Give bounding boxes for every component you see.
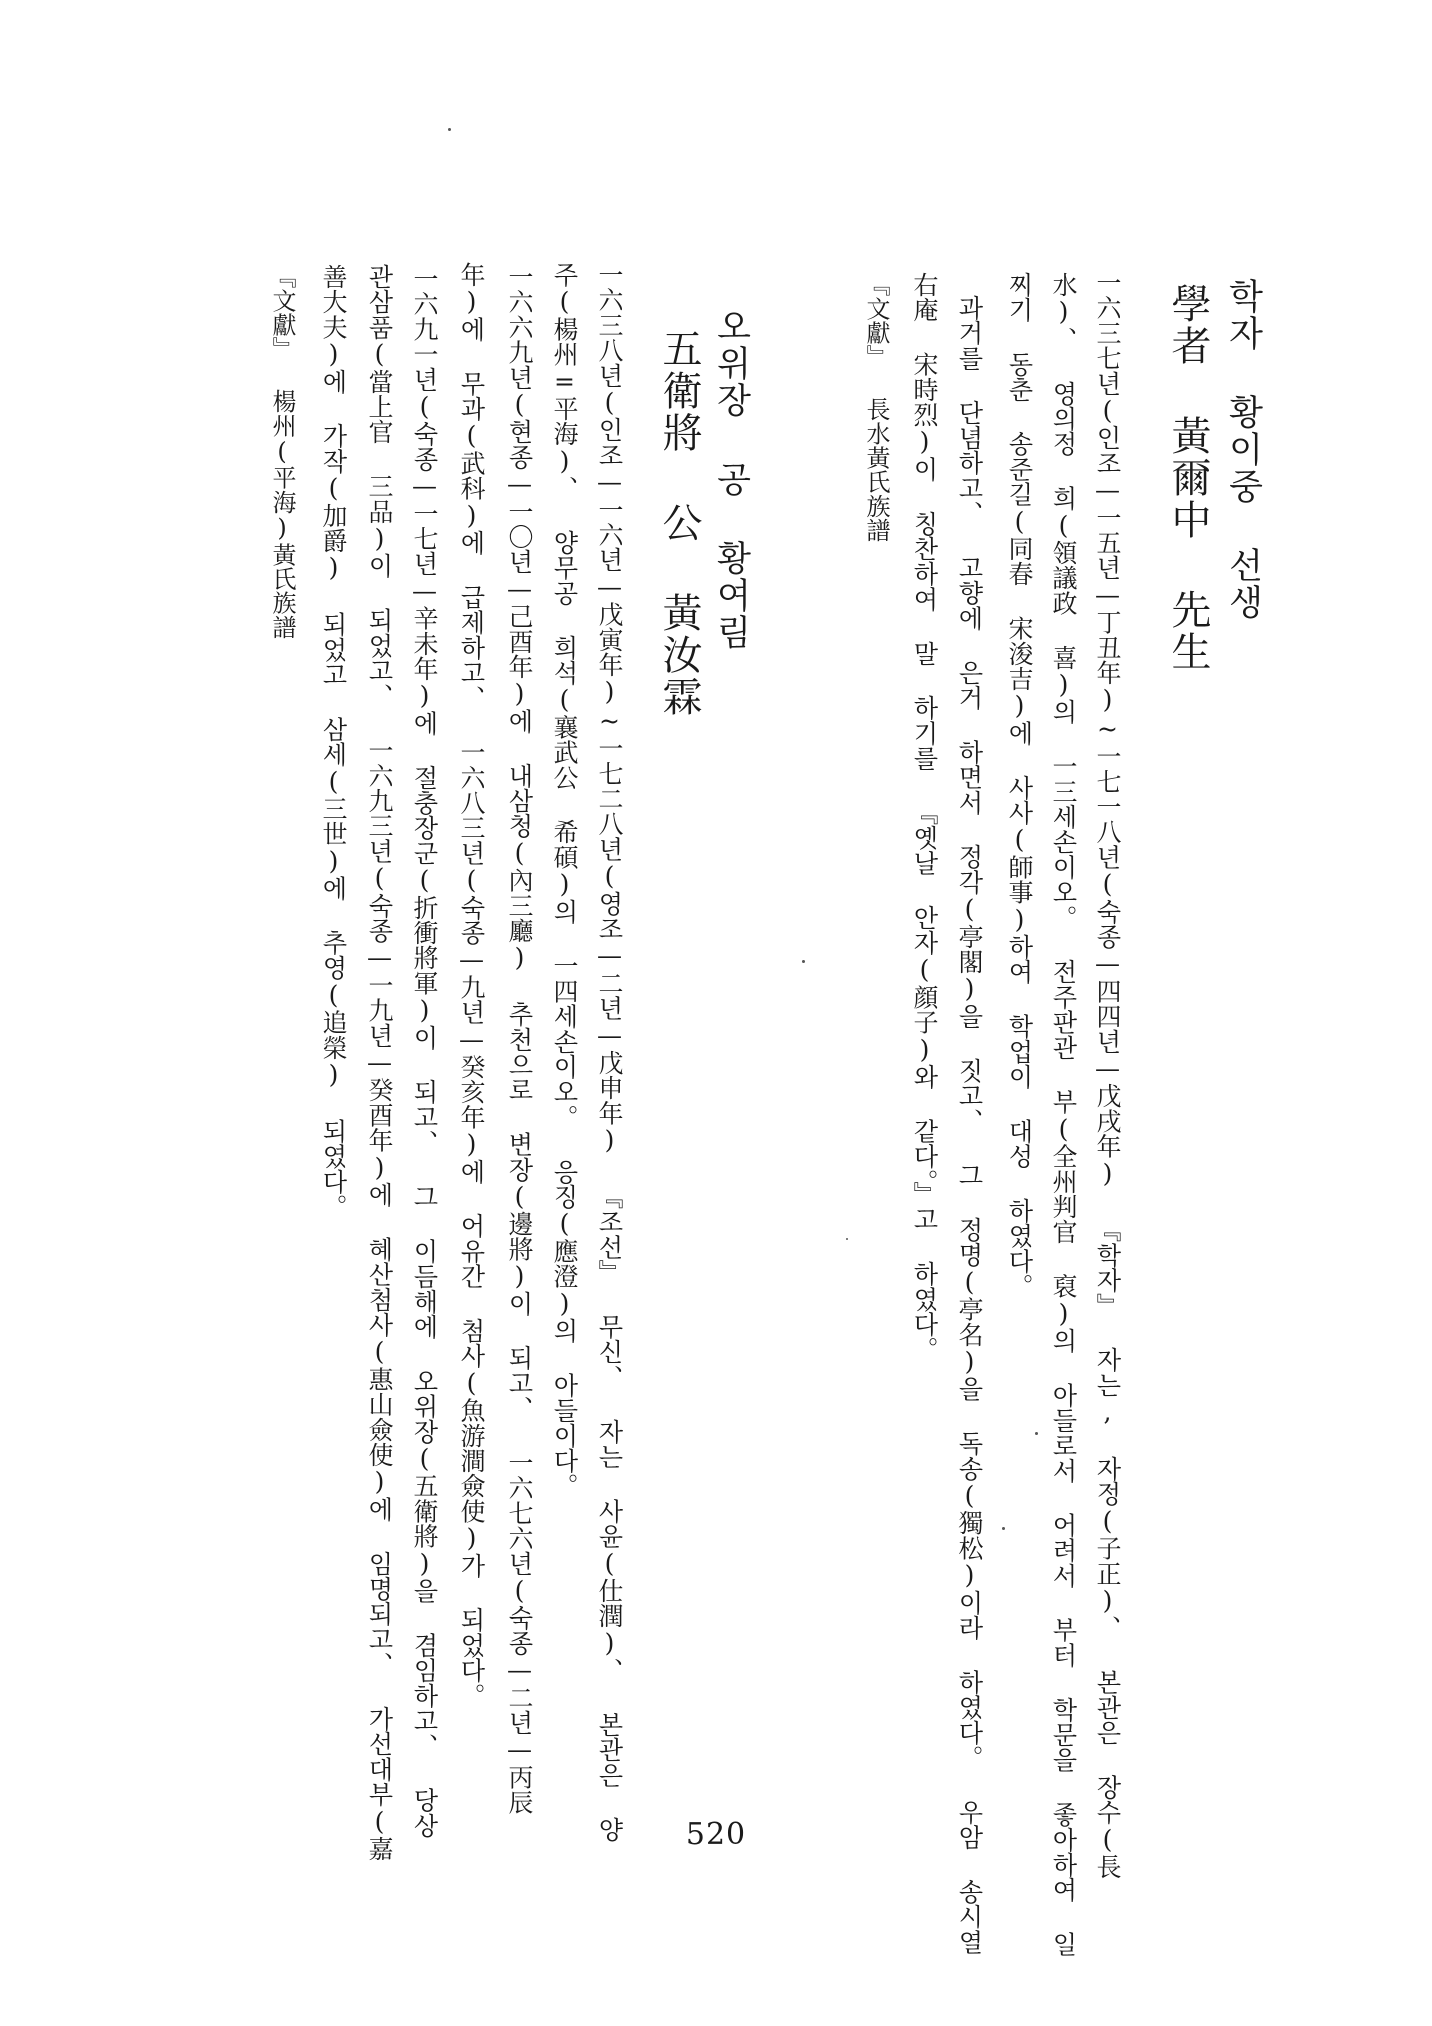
general-line-7: 善大夫)에 가작(加爵) 되었고 삼세(三世)에 추영(追榮) 되였다。	[319, 264, 348, 1220]
scan-speck	[846, 1238, 848, 1240]
scholar-source: 『文獻』 長水黃氏族譜	[862, 272, 890, 543]
general-title-hanja: 五衛將 公 黃汝霖	[656, 328, 702, 718]
scan-speck	[802, 960, 805, 963]
general-line-2: 주(楊州=平海)、 양무공 희석(襄武公 希碩)의 一四세손이오。 응징(應澄)의 아들이다。	[550, 262, 579, 1499]
scholar-line-2: 水)、 영의정 희(領議政 喜)의 一三세손이오。 전주판관 부(全州判官 裒)의 아들로서 어려서 부터 학문을 좋아하여 일	[1049, 272, 1078, 1957]
scan-speck	[1002, 1527, 1005, 1530]
general-line-6: 관삼품(當上官 三品)이 되었고、 一六九三년(숙종—一九년—癸酉年)에 혜산첨사(惠山僉使)에 임명되고、 가선대부(嘉	[365, 264, 394, 1862]
scholar-title-hanja: 學者 黃爾中 先生	[1165, 283, 1211, 673]
general-line-5: 一六九一년(숙종—一七년—辛未年)에 절충장군(折衝將軍)이 되고、 그 이듬해에 오위장(五衛將)을 겸임하고、 당상	[410, 266, 439, 1838]
scholar-line-4: 과거를 단념하고、 고향에 은거 하면서 정각(亭閣)을 짓고、 그 정명(亭名)을 독송(獨松)이라 하였다。 우암 송시열	[955, 295, 984, 1955]
general-source: 『文獻』 楊州(平海)黃氏族譜	[268, 264, 296, 639]
general-line-4: 年)에 무과(武科)에 급제하고、 一六八三년(숙종—九년—癸亥年)에 어유간 첨사(魚游澗僉使)가 되었다。	[457, 262, 486, 1708]
scholar-title-hangul: 학자 황이중 선생	[1223, 278, 1263, 621]
scan-speck	[448, 128, 451, 131]
scholar-line-5: 右庵 宋時烈)이 칭찬하여 말 하기를 『옛날 안자(顔子)와 같다。』고 하였다。	[910, 272, 939, 1362]
scholar-line-3: 찌기 동춘 송준길(同春 宋浚吉)에 사사(師事)하여 학업이 대성 하였다。	[1005, 272, 1034, 1299]
page-number: 520	[685, 1817, 747, 1852]
general-title-hangul: 오위장 공 황여림	[711, 308, 751, 651]
scholar-line-1: 一六三七년(인조—一五년—丁丑年)~一七一八년(숙종—四四년—戊戌年) 『학자』 자는, 자정(子正)、 본관은 장수(長	[1093, 270, 1122, 1880]
scan-speck	[1035, 1432, 1038, 1435]
general-line-3: 一六六九년(현종—一〇년—己酉年)에 내삼청(內三廳) 추천으로 변장(邊將)이 되고、 一六七六년(숙종—二년—丙辰	[505, 264, 534, 1815]
general-line-1: 一六三八년(인조—一六년—戊寅年)~一七二八년(영조—二년—戊申年) 『조선』 무신、 자는 사윤(仕潤)、 본관은 양	[595, 262, 624, 1842]
